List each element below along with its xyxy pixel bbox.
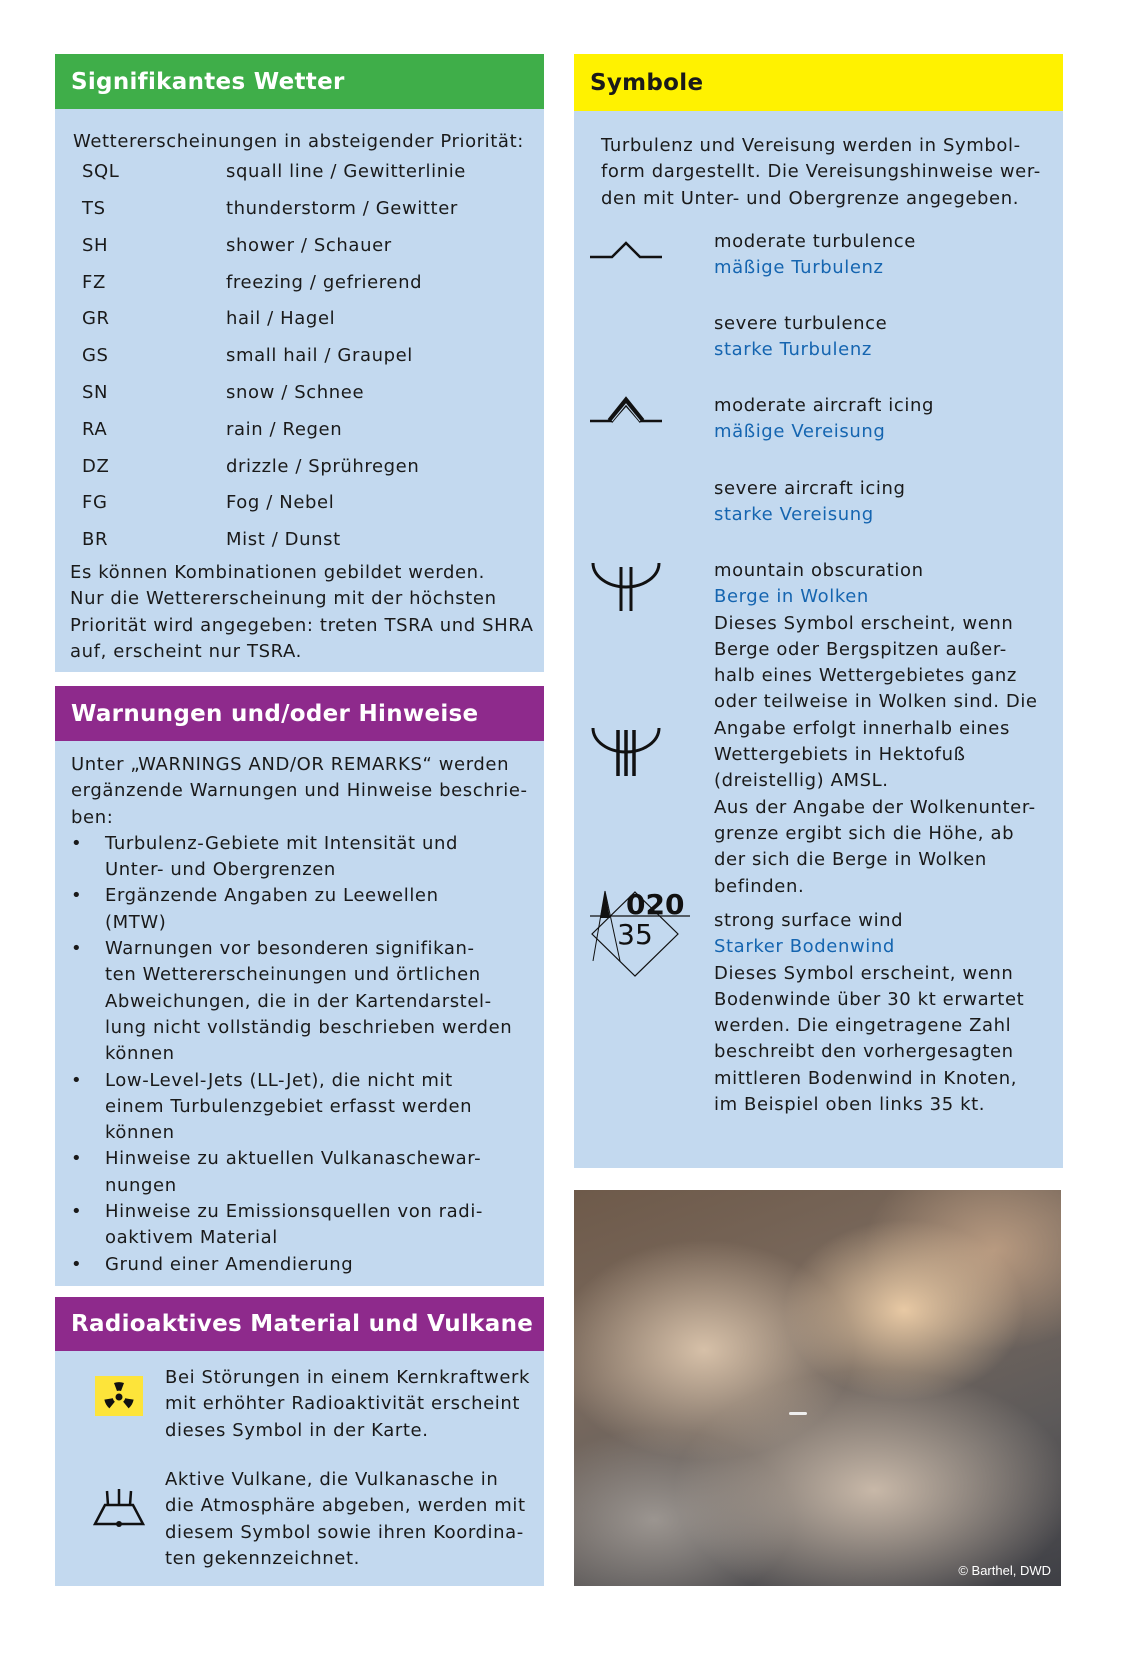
text-line: Grund einer Amendierung	[105, 1253, 354, 1275]
symbol-name-de: mäßige Turbulenz	[714, 257, 884, 279]
weather-code: SH	[82, 234, 109, 256]
list-item	[55, 1146, 544, 1199]
list-item	[55, 1199, 544, 1252]
weather-code-row	[55, 484, 544, 521]
weather-code-row	[55, 300, 544, 337]
symbol-name-en: severe turbulence	[714, 313, 888, 334]
weather-code-row	[55, 521, 544, 558]
list-item	[55, 883, 544, 936]
symbol-name-en: mountain obscuration	[714, 560, 924, 581]
wetter-intro: Wettererscheinungen in absteigender Priorität:	[73, 131, 524, 152]
weather-code: RA	[82, 418, 108, 440]
surface-wind-icon	[590, 890, 680, 984]
symbol-name-en: strong surface wind	[714, 910, 904, 931]
weather-code-row	[55, 448, 544, 485]
text-line: Abweichungen, die in der Kartendarstel-	[105, 990, 492, 1012]
text-line: Bodenwinde über 30 kt erwartet	[714, 988, 1025, 1010]
weather-code-row	[55, 190, 544, 227]
symbol-name-de: starke Turbulenz	[714, 339, 872, 361]
severe-turbulence-icon	[590, 395, 662, 429]
weather-code: SN	[82, 381, 109, 403]
warnungen-intro	[55, 741, 544, 831]
text-line: im Beispiel oben links 35 kt.	[714, 1094, 986, 1116]
weather-description: shower / Schauer	[226, 234, 392, 256]
airplane-icon	[789, 1412, 807, 1415]
symbol-name-de: mäßige Vereisung	[714, 421, 886, 443]
panel-radioaktiv	[55, 1351, 544, 1586]
header-symbole: Symbole	[574, 54, 1063, 111]
text-line: Aus der Angabe der Wolkenunter-	[714, 796, 1036, 818]
weather-description: rain / Regen	[226, 418, 343, 440]
symbol-name-en: moderate turbulence	[714, 231, 916, 252]
bullet: •	[71, 885, 83, 907]
text-line: Dieses Symbol erscheint, wenn	[714, 962, 1014, 984]
text-line: Hinweise zu aktuellen Vulkanaschewar-	[105, 1148, 482, 1170]
text-line: Unter „WARNINGS AND/OR REMARKS“ werden	[71, 754, 510, 775]
text-line: Low-Level-Jets (LL-Jet), die nicht mit	[105, 1069, 453, 1091]
text-line: Wettergebiets in Hektofuß	[714, 744, 966, 766]
weather-description: snow / Schnee	[226, 381, 365, 403]
panel-symbole	[574, 111, 1063, 1168]
text-line: Hinweise zu Emissionsquellen von radi-	[105, 1201, 484, 1223]
weather-code: TS	[82, 197, 106, 219]
symbol-name-en: moderate aircraft icing	[714, 395, 935, 416]
list-item	[55, 1068, 544, 1147]
text-line: mittleren Bodenwind in Knoten,	[714, 1067, 1018, 1089]
list-item	[55, 1252, 544, 1278]
text-line: Turbulenz-Gebiete mit Intensität und	[105, 832, 459, 854]
wetter-outro	[55, 560, 544, 665]
text-line: Priorität wird angegeben: treten TSRA und SHRA	[70, 614, 534, 636]
weather-code-row	[55, 411, 544, 448]
text-line: nungen	[105, 1174, 177, 1196]
text-line: Berge oder Bergspitzen außer-	[714, 638, 1007, 660]
text-line: oaktivem Material	[105, 1227, 278, 1249]
severe-icing-icon	[590, 726, 662, 782]
text-line: lung nicht vollständig beschrieben werden	[105, 1016, 513, 1038]
nuclear-text	[165, 1365, 530, 1444]
text-line: diesem Symbol sowie ihren Koordina-	[165, 1521, 524, 1543]
symbol-name-de: starke Vereisung	[714, 504, 874, 526]
text-line: Nur die Wettererscheinung mit der höchsten	[70, 588, 497, 610]
text-line: können	[105, 1043, 175, 1065]
symbole-intro	[574, 111, 1063, 212]
bullet: •	[71, 1148, 83, 1170]
weather-description: Fog / Nebel	[226, 492, 335, 514]
photo-credit: © Barthel, DWD	[958, 1563, 1051, 1578]
weather-description: thunderstorm / Gewitter	[226, 197, 458, 219]
panel-warnungen	[55, 741, 544, 1286]
text-line: form dargestellt. Die Vereisungshinweise wer-	[601, 161, 1041, 183]
text-line: mit erhöhter Radioaktivität erscheint	[165, 1393, 521, 1415]
bullet: •	[71, 1201, 83, 1223]
text-line: werden. Die eingetragene Zahl	[714, 1015, 1012, 1037]
weather-code-row	[55, 227, 544, 264]
weather-code-row	[55, 374, 544, 411]
text-line: (dreistellig) AMSL.	[714, 770, 889, 792]
text-line: Turbulenz und Vereisung werden in Symbol-	[601, 135, 1021, 156]
text-line: Aktive Vulkane, die Vulkanasche in	[165, 1469, 499, 1490]
text-line: Es können Kombinationen gebildet werden.	[70, 562, 486, 584]
bullet: •	[71, 1069, 83, 1091]
radiation-icon	[95, 1376, 143, 1416]
text-line: dieses Symbol in der Karte.	[165, 1419, 429, 1441]
weather-code: BR	[82, 529, 109, 551]
header-warnungen: Warnungen und/oder Hinweise	[55, 686, 544, 741]
text-line: einem Turbulenzgebiet erfasst werden	[105, 1095, 473, 1117]
weather-description: hail / Hagel	[226, 308, 336, 330]
weather-code-row	[55, 153, 544, 190]
weather-code: FG	[82, 492, 108, 514]
text-line: (MTW)	[105, 911, 167, 933]
symbol-name-de: Berge in Wolken	[714, 586, 869, 608]
symbol-name-en: severe aircraft icing	[714, 478, 906, 499]
text-line: ergänzende Warnungen und Hinweise beschrie-	[71, 780, 528, 802]
weather-description: Mist / Dunst	[226, 529, 341, 551]
weather-code: FZ	[82, 271, 106, 293]
moderate-icing-icon	[590, 561, 662, 617]
list-item	[55, 831, 544, 884]
panel-wetter	[55, 109, 544, 672]
weather-code: SQL	[82, 161, 120, 183]
text-line: Bei Störungen in einem Kernkraftwerk	[165, 1367, 531, 1388]
weather-description: drizzle / Sprühregen	[226, 455, 420, 477]
symbol-name-de: Starker Bodenwind	[714, 936, 895, 958]
altitude-label: 020	[626, 888, 685, 921]
weather-code-row	[55, 337, 544, 374]
volcano-text	[165, 1467, 526, 1572]
text-line: Ergänzende Angaben zu Leewellen	[105, 885, 439, 907]
bullet: •	[71, 1253, 83, 1275]
text-line: ben:	[71, 806, 114, 828]
text-line: halb eines Wettergebietes ganz	[714, 665, 1017, 687]
text-line: den mit Unter- und Obergrenze angegeben.	[601, 187, 1020, 209]
text-line: oder teilweise in Wolken sind. Die	[714, 691, 1038, 713]
weather-description: squall line / Gewitterlinie	[226, 161, 466, 183]
text-line: Unter- und Obergrenzen	[105, 859, 336, 881]
text-line: die Atmosphäre abgeben, werden mit	[165, 1495, 526, 1517]
header-radioaktiv: Radioaktives Material und Vulkane	[55, 1297, 544, 1351]
text-line: können	[105, 1122, 175, 1144]
weather-description: freezing / gefrierend	[226, 271, 423, 293]
text-line: befinden.	[714, 875, 805, 897]
warnungen-list	[55, 831, 544, 1278]
weather-code-row	[55, 264, 544, 301]
list-item	[55, 936, 544, 1067]
moderate-turbulence-icon	[590, 235, 662, 269]
text-line: beschreibt den vorhergesagten	[714, 1041, 1014, 1063]
text-line: Angabe erfolgt innerhalb eines	[714, 717, 1010, 739]
weather-code: DZ	[82, 455, 110, 477]
weather-code: GR	[82, 308, 110, 330]
text-line: grenze ergibt sich die Höhe, ab	[714, 822, 1015, 844]
weather-description: small hail / Graupel	[226, 345, 413, 367]
text-line: Dieses Symbol erscheint, wenn	[714, 612, 1014, 634]
text-line: auf, erscheint nur TSRA.	[70, 640, 302, 662]
bullet: •	[71, 832, 83, 854]
text-line: ten Wettererscheinungen und örtlichen	[105, 964, 481, 986]
text-line: der sich die Berge in Wolken	[714, 849, 987, 871]
text-line: ten gekennzeichnet.	[165, 1547, 360, 1569]
cloud-photo	[574, 1190, 1061, 1586]
text-line: Warnungen vor besonderen signifikan-	[105, 938, 475, 960]
header-signifikantes-wetter: Signifikantes Wetter	[55, 54, 544, 109]
volcano-icon	[93, 1479, 147, 1529]
bullet: •	[71, 938, 83, 960]
wind-speed-label: 35	[617, 918, 653, 951]
weather-code: GS	[82, 345, 109, 367]
